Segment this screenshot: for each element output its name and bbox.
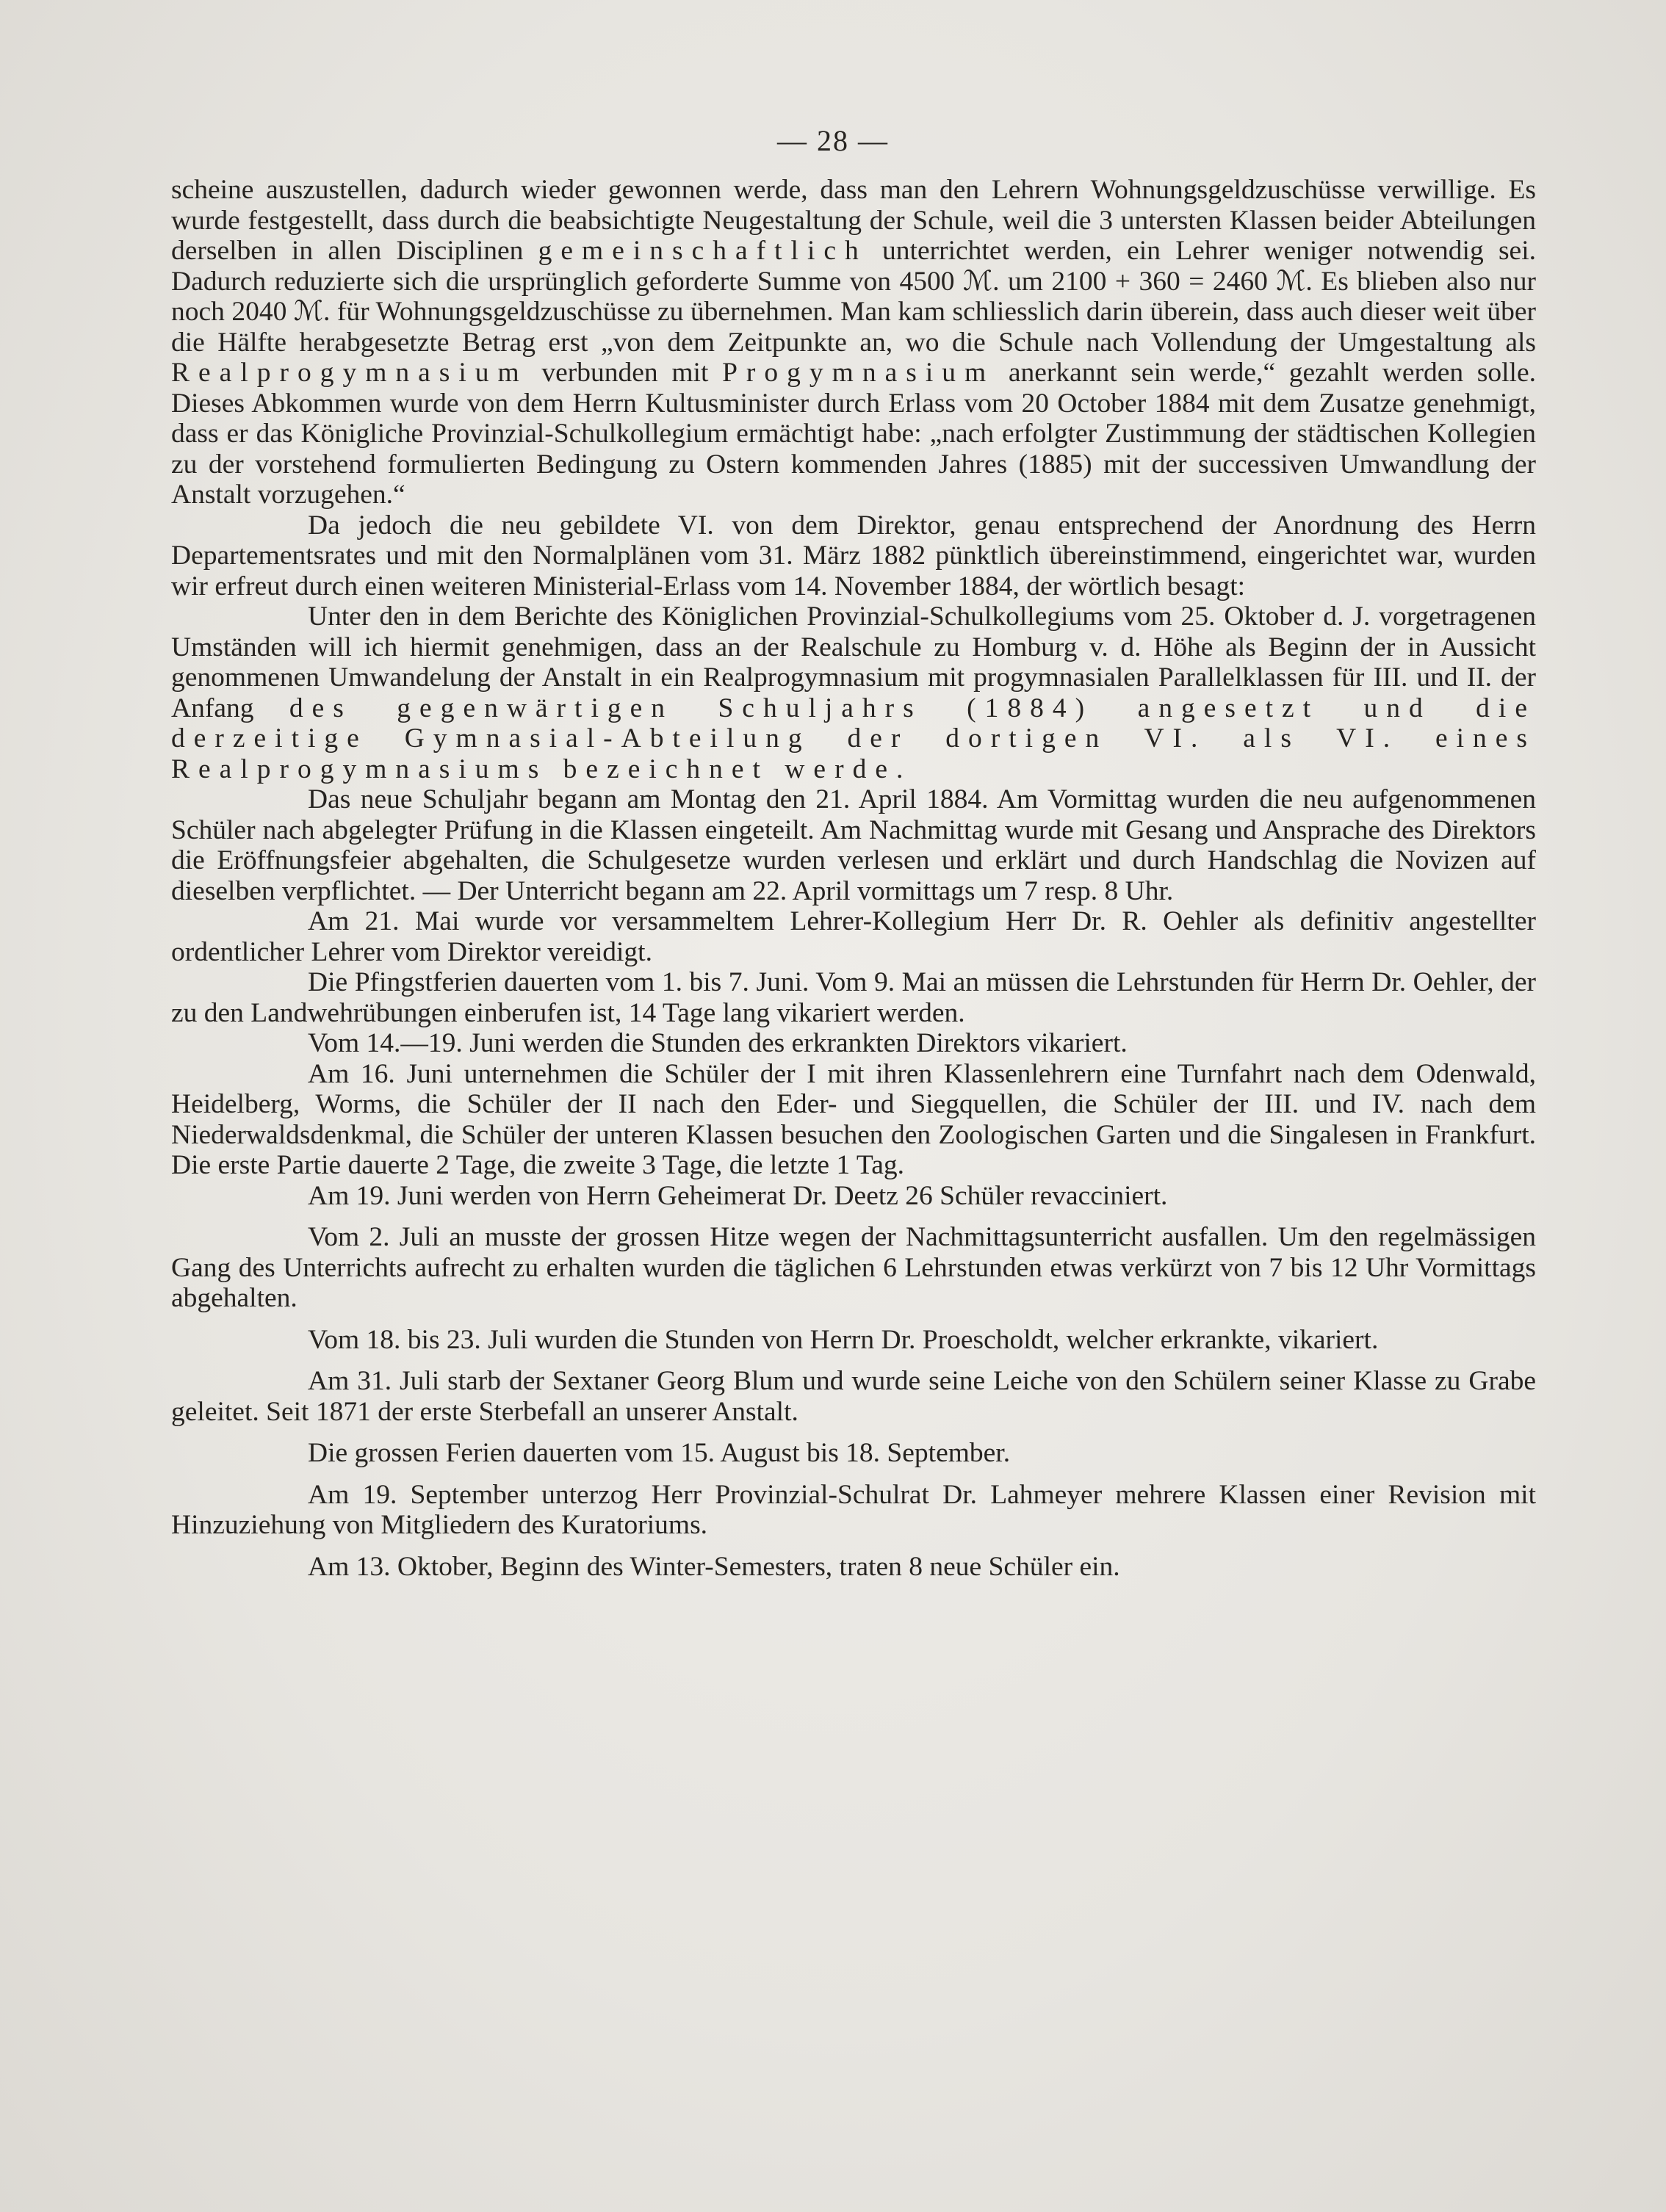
paragraph	[171, 175, 1536, 510]
text-segment: Am 16. Juni unternehmen die Schüler der I mit ihren Klassenlehrern eine Turnfahrt nach dem Odenwald, Heidelberg, Worms, die Schüler der II nach den Eder- und Siegquellen, die Schüler der III. und IV. nach dem Niederwaldsdenkmal, die Schüler der unteren Klassen besuchen den Zoologischen Garten und die Singalesen in Frankfurt. Die erste Partie dauerte 2 Tage, die zweite 3 Tage, die letzte 1 Tag.	[171, 1058, 1536, 1180]
paragraph	[171, 601, 1536, 784]
text-segment: unterrichtet werden, ein Lehrer weniger notwendig sei. Dadurch reduzierte sich die ursprünglich geforderte Summe von 4500 ℳ. um 2100 + 360 = 2460 ℳ. Es blieben also nur noch 2040 ℳ. für Wohnungsgeldzuschüsse zu übernehmen. Man kam schliesslich darin überein, dass auch dieser weit über die Hälfte herabgesetzte Betrag erst „von dem Zeitpunkte an, wo die Schule nach Vollendung der Umgestaltung als	[171, 236, 1536, 358]
paragraph	[171, 967, 1536, 1028]
paragraph	[171, 1552, 1536, 1583]
text-segment: Die grossen Ferien dauerten vom 15. August bis 18. September.	[308, 1438, 1011, 1468]
paragraph	[171, 1028, 1536, 1059]
paragraph	[171, 1059, 1536, 1181]
paragraph	[171, 1222, 1536, 1314]
page-number: — 28 —	[777, 124, 889, 157]
paragraph	[171, 1181, 1536, 1212]
text-segment: Die Pfingstferien dauerten vom 1. bis 7. Juni. Vom 9. Mai an müssen die Lehrstunden für Herrn Dr. Oehler, der zu den Landwehrübungen einberufen ist, 14 Tage lang vikariert werden.	[171, 967, 1536, 1028]
paragraph	[171, 784, 1536, 906]
paragraph	[171, 1480, 1536, 1541]
text-segment: verbunden mit	[527, 358, 723, 388]
spaced-text-segment: gemeinschaftlich	[538, 236, 868, 266]
text-segment: Das neue Schuljahr begann am Montag den 21. April 1884. Am Vormittag wurden die neu aufgenommenen Schüler nach abgelegter Prüfung in die Klassen eingeteilt. Am Nachmittag wurde mit Gesang und Ansprache des Direktors die Eröffnungsfeier abgehalten, die Schulgesetze wurden verlesen und erklärt und durch Handschlag die Novizen auf dieselben verpflichtet. — Der Unterricht begann am 22. April vormittags um 7 resp. 8 Uhr.	[171, 784, 1536, 906]
spaced-text-segment: Realprogymnasium	[171, 358, 528, 388]
text-segment: anerkannt sein werde,“ gezahlt werden solle. Dieses Abkommen wurde von dem Herrn Kultusminister durch Erlass vom 20 October 1884 mit dem Zusatze genehmigt, dass er das Königliche Provinzial-Schulkollegium ermächtigt habe: „nach erfolgter Zustimmung der städtischen Kollegien zu der vorstehend formulierten Bedingung zu Ostern kommenden Jahres (1885) mit der successiven Umwandlung der Anstalt vorzugehen.“	[171, 358, 1536, 510]
paragraph	[171, 1366, 1536, 1427]
text-segment: Vom 2. Juli an musste der grossen Hitze wegen der Nachmittagsunterricht ausfallen. Um den regelmässigen Gang des Unterrichts aufrecht zu erhalten wurden die täglichen 6 Lehrstunden etwas verkürzt von 7 bis 12 Uhr Vormittags abgehalten.	[171, 1222, 1536, 1313]
text-segment: Am 31. Juli starb der Sextaner Georg Blum und wurde seine Leiche von den Schülern seiner Klasse zu Grabe geleitet. Seit 1871 der erste Sterbefall an unserer Anstalt.	[171, 1366, 1536, 1427]
text-segment: Am 21. Mai wurde vor versammeltem Lehrer-Kollegium Herr Dr. R. Oehler als definitiv angestellter ordentlicher Lehrer vom Direktor vereidigt.	[171, 906, 1536, 967]
text-segment: Am 19. Juni werden von Herrn Geheimerat Dr. Deetz 26 Schüler revacciniert.	[308, 1180, 1168, 1211]
body-text	[171, 175, 1536, 1582]
text-segment: scheine auszustellen, dadurch wieder gewonnen werde, dass man den Lehrern Wohnungsgeldzuschüsse verwillige. Es wurde festgestellt, dass durch die beabsichtigte Neugestaltung der Schule, weil die 3 untersten Klassen beider Abteilungen derselben in allen Disciplinen	[171, 175, 1536, 266]
text-segment: Unter den in dem Berichte des Königlichen Provinzial-Schulkollegiums vom 25. Oktober d. J. vorgetragenen Umständen will ich hiermit genehmigen, dass an der Realschule zu Homburg v. d. Höhe als Beginn der in Aussicht genommenen Umwandelung der Anstalt in ein Realprogymnasium mit progymnasialen Parallelklassen für III. und II. der Anfang	[171, 601, 1536, 723]
paragraph	[171, 1325, 1536, 1356]
spaced-text-segment: Progymnasium	[722, 358, 995, 388]
text-segment: Da jedoch die neu gebildete VI. von dem Direktor, genau entsprechend der Anordnung des Herrn Departementsrates und mit den Normalplänen vom 31. März 1882 pünktlich übereinstimmend, eingerichtet war, wurden wir erfreut durch einen weiteren Ministerial-Erlass vom 14. November 1884, der wörtlich besagt:	[171, 510, 1536, 601]
text-segment: Am 13. Oktober, Beginn des Winter-Semesters, traten 8 neue Schüler ein.	[308, 1551, 1120, 1582]
paragraph	[171, 510, 1536, 602]
text-segment: Am 19. September unterzog Herr Provinzial-Schulrat Dr. Lahmeyer mehrere Klassen einer Revision mit Hinzuziehung von Mitgliedern des Kuratoriums.	[171, 1479, 1536, 1540]
paragraph	[171, 1438, 1536, 1469]
paragraph	[171, 906, 1536, 967]
spaced-text-segment: des gegenwärtigen Schuljahrs (1884) angesetzt und die derzeitige Gymnasial-Abteilung der dortigen VI. als VI. eines Realprogymnasiums bezeichnet werde.	[171, 693, 1536, 784]
text-segment: Vom 14.—19. Juni werden die Stunden des erkrankten Direktors vikariert.	[308, 1028, 1128, 1058]
text-segment: Vom 18. bis 23. Juli wurden die Stunden von Herrn Dr. Proescholdt, welcher erkrankte, vikariert.	[308, 1324, 1379, 1355]
